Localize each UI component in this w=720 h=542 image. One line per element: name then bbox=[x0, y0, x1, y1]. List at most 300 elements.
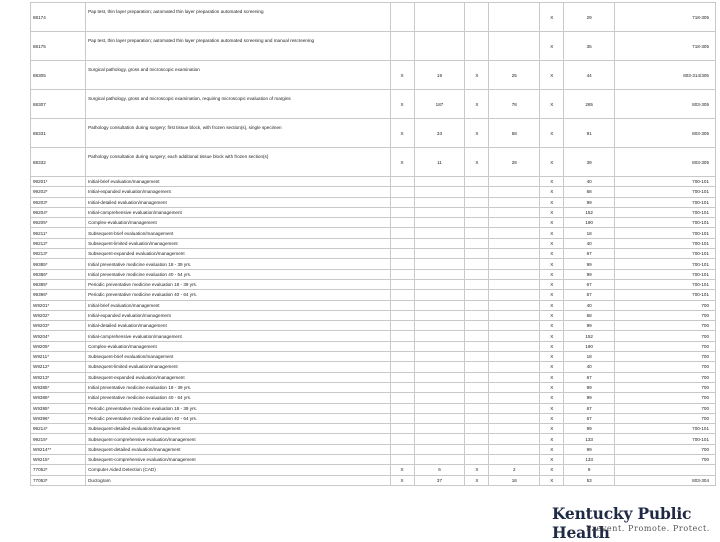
row-value-2 bbox=[489, 207, 540, 217]
row-description-cell: Initial-comprehensive evaluation/management bbox=[86, 207, 391, 217]
row-value-1 bbox=[414, 393, 465, 403]
row-x-mark-1 bbox=[390, 238, 414, 248]
row-x-mark-1 bbox=[390, 372, 414, 382]
row-revenue-code: 700-101 bbox=[615, 177, 716, 187]
row-x-mark-2 bbox=[465, 228, 489, 238]
row-x-mark-1 bbox=[390, 393, 414, 403]
row-x-mark-3: X bbox=[540, 207, 564, 217]
row-x-mark-2 bbox=[465, 279, 489, 289]
row-code-cell: 99385* bbox=[31, 259, 86, 269]
row-x-mark-1 bbox=[390, 228, 414, 238]
row-x-mark-3: X bbox=[540, 279, 564, 289]
row-x-mark-2: X bbox=[465, 465, 489, 475]
row-code-cell: W9215* bbox=[31, 455, 86, 465]
row-x-mark-1 bbox=[390, 455, 414, 465]
row-revenue-code: 700 bbox=[615, 341, 716, 351]
row-description-cell: Initial-brief evaluation/management bbox=[86, 300, 391, 310]
row-description-cell: Initial preventative medicine evaluation 40 - 64 yrs. bbox=[86, 269, 391, 279]
row-value-3: 68 bbox=[564, 187, 615, 197]
row-x-mark-3: X bbox=[540, 300, 564, 310]
row-value-2 bbox=[489, 341, 540, 351]
row-value-3: 40 bbox=[564, 362, 615, 372]
row-x-mark-2: X bbox=[465, 61, 489, 90]
row-value-2 bbox=[489, 3, 540, 32]
row-value-1 bbox=[414, 218, 465, 228]
row-x-mark-1 bbox=[390, 444, 414, 454]
row-value-3: 39 bbox=[564, 148, 615, 177]
table-row bbox=[31, 362, 716, 372]
row-x-mark-2: X bbox=[465, 475, 489, 485]
row-value-2: 28 bbox=[489, 148, 540, 177]
row-description-cell: Subsequent-limited evaluation/management bbox=[86, 238, 391, 248]
row-code-cell: W9395* bbox=[31, 403, 86, 413]
row-value-1 bbox=[414, 3, 465, 32]
row-value-2 bbox=[489, 32, 540, 61]
row-value-3: 35 bbox=[564, 32, 615, 61]
row-revenue-code: 700-101 bbox=[615, 269, 716, 279]
row-value-1 bbox=[414, 321, 465, 331]
billing-code-table bbox=[30, 2, 716, 486]
row-value-2 bbox=[489, 331, 540, 341]
row-value-3: 99 bbox=[564, 197, 615, 207]
table-row bbox=[31, 197, 716, 207]
row-code-cell: W9201* bbox=[31, 300, 86, 310]
row-value-2 bbox=[489, 290, 540, 300]
kentucky-public-health-logo bbox=[546, 498, 718, 542]
row-value-2 bbox=[489, 249, 540, 259]
table-row bbox=[31, 341, 716, 351]
row-revenue-code: 700-101 bbox=[615, 197, 716, 207]
table-row bbox=[31, 279, 716, 289]
row-x-mark-2: X bbox=[465, 119, 489, 148]
row-x-mark-2 bbox=[465, 300, 489, 310]
row-code-cell: 99214* bbox=[31, 424, 86, 434]
row-x-mark-2 bbox=[465, 290, 489, 300]
row-code-cell: 99205* bbox=[31, 218, 86, 228]
row-value-2 bbox=[489, 300, 540, 310]
row-x-mark-2 bbox=[465, 207, 489, 217]
row-value-1 bbox=[414, 352, 465, 362]
row-x-mark-1: X bbox=[390, 475, 414, 485]
row-revenue-code: 700-101 bbox=[615, 424, 716, 434]
row-x-mark-1 bbox=[390, 352, 414, 362]
row-x-mark-3: X bbox=[540, 238, 564, 248]
row-value-2 bbox=[489, 424, 540, 434]
row-x-mark-3: X bbox=[540, 403, 564, 413]
row-code-cell: 99204* bbox=[31, 207, 86, 217]
row-x-mark-3: X bbox=[540, 259, 564, 269]
row-value-1 bbox=[414, 424, 465, 434]
row-value-3: 18 bbox=[564, 352, 615, 362]
row-x-mark-2 bbox=[465, 197, 489, 207]
row-x-mark-3: X bbox=[540, 372, 564, 382]
table-row bbox=[31, 434, 716, 444]
row-revenue-code: 718-305 bbox=[615, 3, 716, 32]
row-x-mark-3: X bbox=[540, 32, 564, 61]
row-x-mark-2 bbox=[465, 187, 489, 197]
row-code-cell: 88307 bbox=[31, 90, 86, 119]
row-value-3: 67 bbox=[564, 279, 615, 289]
row-value-1 bbox=[414, 259, 465, 269]
row-x-mark-1 bbox=[390, 382, 414, 392]
row-revenue-code: 700-101 bbox=[615, 207, 716, 217]
row-value-1 bbox=[414, 187, 465, 197]
table-row bbox=[31, 238, 716, 248]
row-x-mark-2 bbox=[465, 249, 489, 259]
row-x-mark-3: X bbox=[540, 249, 564, 259]
row-value-1: 37 bbox=[414, 475, 465, 485]
row-x-mark-3: X bbox=[540, 434, 564, 444]
row-x-mark-2 bbox=[465, 424, 489, 434]
table-row bbox=[31, 3, 716, 32]
row-revenue-code: 700 bbox=[615, 382, 716, 392]
row-value-2 bbox=[489, 279, 540, 289]
row-code-cell: 88331 bbox=[31, 119, 86, 148]
table-row bbox=[31, 119, 716, 148]
row-x-mark-2 bbox=[465, 413, 489, 423]
row-value-1 bbox=[414, 300, 465, 310]
row-value-3: 152 bbox=[564, 207, 615, 217]
row-value-3: 99 bbox=[564, 259, 615, 269]
row-value-2 bbox=[489, 259, 540, 269]
row-value-2 bbox=[489, 321, 540, 331]
row-revenue-code: 700-101 bbox=[615, 218, 716, 228]
row-revenue-code: 700-101 bbox=[615, 434, 716, 444]
row-value-1 bbox=[414, 403, 465, 413]
row-x-mark-1 bbox=[390, 300, 414, 310]
row-x-mark-1 bbox=[390, 187, 414, 197]
row-x-mark-1 bbox=[390, 331, 414, 341]
row-description-cell: Subsequent-brief evaluation/management bbox=[86, 228, 391, 238]
row-description-cell: Subsequent-comprehensive evaluation/management bbox=[86, 434, 391, 444]
row-description-cell: Initial preventative medicine evaluation 18 - 39 yrs. bbox=[86, 259, 391, 269]
table-row bbox=[31, 310, 716, 320]
row-x-mark-1 bbox=[390, 310, 414, 320]
row-code-cell: 99396* bbox=[31, 290, 86, 300]
row-x-mark-3: X bbox=[540, 290, 564, 300]
table-row bbox=[31, 61, 716, 90]
row-description-cell: Computer Aided Detection (CAD) bbox=[86, 465, 391, 475]
row-x-mark-2 bbox=[465, 455, 489, 465]
row-description-cell: Surgical pathology, gross and microscopic examination, requiring microscopic evaluation of margins bbox=[86, 90, 391, 119]
row-code-cell: 99395* bbox=[31, 279, 86, 289]
row-code-cell: 99201* bbox=[31, 177, 86, 187]
row-revenue-code: 700 bbox=[615, 444, 716, 454]
table-row bbox=[31, 207, 716, 217]
row-description-cell: Subsequent-detailed evaluation/management bbox=[86, 444, 391, 454]
row-code-cell: W9203* bbox=[31, 321, 86, 331]
table-row bbox=[31, 331, 716, 341]
row-description-cell: Subsequent-comprehensive evaluation/management bbox=[86, 455, 391, 465]
row-description-cell: Initial-expanded evaluation/management bbox=[86, 310, 391, 320]
row-description-cell: Initial-comprehensive evaluation/management bbox=[86, 331, 391, 341]
row-revenue-code: 700 bbox=[615, 393, 716, 403]
row-x-mark-3: X bbox=[540, 341, 564, 351]
row-code-cell: 99213* bbox=[31, 249, 86, 259]
row-code-cell: 77052* bbox=[31, 465, 86, 475]
row-revenue-code: 700-101 bbox=[615, 187, 716, 197]
row-revenue-code: 700 bbox=[615, 455, 716, 465]
row-revenue-code: 803-305 bbox=[615, 90, 716, 119]
row-x-mark-2 bbox=[465, 403, 489, 413]
row-description-cell: Pathology consultation during surgery; each additional tissue block with frozen section(s) bbox=[86, 148, 391, 177]
row-description-cell: Subsequent-limited evaluation/management bbox=[86, 362, 391, 372]
row-code-cell: 99212* bbox=[31, 238, 86, 248]
row-revenue-code: 803-314/305 bbox=[615, 61, 716, 90]
row-x-mark-1 bbox=[390, 413, 414, 423]
row-value-1 bbox=[414, 362, 465, 372]
row-code-cell: 77053* bbox=[31, 475, 86, 485]
row-x-mark-3: X bbox=[540, 444, 564, 454]
table-row bbox=[31, 187, 716, 197]
row-value-1 bbox=[414, 290, 465, 300]
row-code-cell: W9204* bbox=[31, 331, 86, 341]
row-value-2 bbox=[489, 187, 540, 197]
row-x-mark-2 bbox=[465, 32, 489, 61]
row-x-mark-2 bbox=[465, 362, 489, 372]
row-code-cell: 99203* bbox=[31, 197, 86, 207]
row-value-3: 99 bbox=[564, 269, 615, 279]
row-value-1 bbox=[414, 372, 465, 382]
row-value-3: 67 bbox=[564, 372, 615, 382]
row-revenue-code: 700-101 bbox=[615, 279, 716, 289]
row-code-cell: 99215* bbox=[31, 434, 86, 444]
row-description-cell: Periodic preventative medicine evaluation 40 - 64 yrs. bbox=[86, 413, 391, 423]
row-revenue-code bbox=[615, 465, 716, 475]
row-x-mark-3: X bbox=[540, 310, 564, 320]
row-value-2 bbox=[489, 393, 540, 403]
row-value-3: 190 bbox=[564, 218, 615, 228]
table-row bbox=[31, 444, 716, 454]
row-description-cell: Periodic preventative medicine evaluation 18 - 39 yrs. bbox=[86, 279, 391, 289]
row-x-mark-3: X bbox=[540, 382, 564, 392]
table-row bbox=[31, 269, 716, 279]
row-value-3: 190 bbox=[564, 341, 615, 351]
logo-tagline: Prevent. Promote. Protect. bbox=[586, 524, 710, 533]
row-x-mark-3: X bbox=[540, 90, 564, 119]
row-value-3: 68 bbox=[564, 310, 615, 320]
table-row bbox=[31, 475, 716, 485]
row-x-mark-1 bbox=[390, 249, 414, 259]
table-row bbox=[31, 403, 716, 413]
row-value-2 bbox=[489, 382, 540, 392]
row-value-3: 67 bbox=[564, 290, 615, 300]
row-value-2 bbox=[489, 218, 540, 228]
row-value-1 bbox=[414, 197, 465, 207]
row-x-mark-2 bbox=[465, 238, 489, 248]
row-description-cell: Initial preventative medicine evaluation 18 - 39 yrs. bbox=[86, 382, 391, 392]
row-value-3: 133 bbox=[564, 434, 615, 444]
row-description-cell: Periodic preventative medicine evaluation 18 - 39 yrs. bbox=[86, 403, 391, 413]
row-revenue-code: 700 bbox=[615, 372, 716, 382]
row-value-3: 99 bbox=[564, 424, 615, 434]
row-x-mark-2 bbox=[465, 269, 489, 279]
row-value-3: 67 bbox=[564, 403, 615, 413]
row-code-cell: W9212* bbox=[31, 362, 86, 372]
row-x-mark-1 bbox=[390, 424, 414, 434]
row-value-3: 99 bbox=[564, 382, 615, 392]
table-row bbox=[31, 300, 716, 310]
row-value-1: 187 bbox=[414, 90, 465, 119]
table-row bbox=[31, 32, 716, 61]
row-x-mark-3: X bbox=[540, 197, 564, 207]
row-value-2 bbox=[489, 413, 540, 423]
row-x-mark-1 bbox=[390, 269, 414, 279]
billing-code-table-page bbox=[30, 2, 716, 486]
row-value-2: 58 bbox=[489, 119, 540, 148]
row-x-mark-1 bbox=[390, 434, 414, 444]
row-x-mark-2 bbox=[465, 331, 489, 341]
row-value-3: 44 bbox=[564, 61, 615, 90]
row-code-cell: 99386* bbox=[31, 269, 86, 279]
row-description-cell: Initial preventative medicine evaluation 40 - 64 yrs. bbox=[86, 393, 391, 403]
row-code-cell: W9205* bbox=[31, 341, 86, 351]
row-value-3: 67 bbox=[564, 249, 615, 259]
row-description-cell: Surgical pathology, gross and microscopic examination bbox=[86, 61, 391, 90]
row-description-cell: Initial-expanded evaluation/management bbox=[86, 187, 391, 197]
table-row bbox=[31, 218, 716, 228]
row-description-cell: Subsequent-brief evaluation/management bbox=[86, 352, 391, 362]
table-row bbox=[31, 290, 716, 300]
row-x-mark-2 bbox=[465, 321, 489, 331]
row-x-mark-3: X bbox=[540, 177, 564, 187]
row-x-mark-3: X bbox=[540, 455, 564, 465]
row-value-2: 16 bbox=[489, 475, 540, 485]
row-value-1 bbox=[414, 249, 465, 259]
row-description-cell: Periodic preventative medicine evaluation 40 - 64 yrs. bbox=[86, 290, 391, 300]
row-value-3: 265 bbox=[564, 90, 615, 119]
row-x-mark-3: X bbox=[540, 269, 564, 279]
row-value-1: 33 bbox=[414, 119, 465, 148]
row-x-mark-1 bbox=[390, 279, 414, 289]
row-value-1 bbox=[414, 444, 465, 454]
table-row bbox=[31, 148, 716, 177]
row-value-2 bbox=[489, 434, 540, 444]
table-row bbox=[31, 413, 716, 423]
row-value-3: 40 bbox=[564, 238, 615, 248]
row-x-mark-3: X bbox=[540, 413, 564, 423]
row-value-3: 18 bbox=[564, 228, 615, 238]
row-x-mark-2 bbox=[465, 444, 489, 454]
row-x-mark-2 bbox=[465, 352, 489, 362]
row-x-mark-3: X bbox=[540, 362, 564, 372]
row-x-mark-2 bbox=[465, 393, 489, 403]
row-value-1: 11 bbox=[414, 148, 465, 177]
row-x-mark-1 bbox=[390, 197, 414, 207]
row-code-cell: 99211* bbox=[31, 228, 86, 238]
row-description-cell: Pap test, thin layer preparation; automated thin layer preparation automated screening bbox=[86, 3, 391, 32]
row-x-mark-3: X bbox=[540, 218, 564, 228]
row-value-2 bbox=[489, 310, 540, 320]
row-revenue-code: 700 bbox=[615, 310, 716, 320]
row-x-mark-2 bbox=[465, 382, 489, 392]
row-code-cell: 99202* bbox=[31, 187, 86, 197]
row-x-mark-3: X bbox=[540, 148, 564, 177]
row-x-mark-2 bbox=[465, 3, 489, 32]
row-value-2 bbox=[489, 228, 540, 238]
row-x-mark-2 bbox=[465, 434, 489, 444]
row-x-mark-1 bbox=[390, 290, 414, 300]
row-x-mark-3: X bbox=[540, 424, 564, 434]
row-revenue-code: 700-101 bbox=[615, 238, 716, 248]
table-row bbox=[31, 455, 716, 465]
row-value-3: 91 bbox=[564, 119, 615, 148]
table-row bbox=[31, 321, 716, 331]
table-row bbox=[31, 228, 716, 238]
row-value-1 bbox=[414, 207, 465, 217]
row-value-2 bbox=[489, 238, 540, 248]
row-value-2 bbox=[489, 444, 540, 454]
row-revenue-code: 700 bbox=[615, 331, 716, 341]
row-x-mark-1 bbox=[390, 177, 414, 187]
row-revenue-code: 700 bbox=[615, 362, 716, 372]
row-x-mark-1 bbox=[390, 362, 414, 372]
row-revenue-code: 803-304 bbox=[615, 475, 716, 485]
row-value-1 bbox=[414, 413, 465, 423]
row-value-1 bbox=[414, 382, 465, 392]
row-revenue-code: 700-101 bbox=[615, 259, 716, 269]
row-code-cell: W9211* bbox=[31, 352, 86, 362]
row-value-2 bbox=[489, 269, 540, 279]
row-description-cell: Subsequent-detailed evaluation/management bbox=[86, 424, 391, 434]
row-value-2 bbox=[489, 455, 540, 465]
table-row bbox=[31, 382, 716, 392]
row-value-2 bbox=[489, 197, 540, 207]
row-x-mark-3: X bbox=[540, 465, 564, 475]
row-revenue-code: 700 bbox=[615, 403, 716, 413]
row-revenue-code: 700 bbox=[615, 413, 716, 423]
row-value-3: 40 bbox=[564, 177, 615, 187]
table-row bbox=[31, 90, 716, 119]
row-description-cell: Complex-evaluation/management bbox=[86, 341, 391, 351]
table-row bbox=[31, 393, 716, 403]
row-x-mark-3: X bbox=[540, 119, 564, 148]
row-value-1 bbox=[414, 238, 465, 248]
row-value-3: 99 bbox=[564, 393, 615, 403]
table-row bbox=[31, 352, 716, 362]
row-description-cell: Initial-detailed evaluation/management bbox=[86, 321, 391, 331]
row-value-1 bbox=[414, 279, 465, 289]
row-value-3: 53 bbox=[564, 475, 615, 485]
row-code-cell: 88175 bbox=[31, 32, 86, 61]
row-x-mark-3: X bbox=[540, 228, 564, 238]
row-revenue-code: 700 bbox=[615, 352, 716, 362]
row-x-mark-2: X bbox=[465, 148, 489, 177]
row-x-mark-1: X bbox=[390, 90, 414, 119]
table-row bbox=[31, 259, 716, 269]
row-x-mark-1 bbox=[390, 403, 414, 413]
row-x-mark-1 bbox=[390, 32, 414, 61]
row-value-1 bbox=[414, 177, 465, 187]
row-code-cell: 88174 bbox=[31, 3, 86, 32]
row-code-cell: 88305 bbox=[31, 61, 86, 90]
row-x-mark-1 bbox=[390, 3, 414, 32]
row-code-cell: W9213* bbox=[31, 372, 86, 382]
row-value-1 bbox=[414, 310, 465, 320]
row-value-2 bbox=[489, 372, 540, 382]
row-value-1 bbox=[414, 228, 465, 238]
row-x-mark-3: X bbox=[540, 321, 564, 331]
logo-name: Kentucky Public Health bbox=[552, 504, 692, 542]
row-value-2: 78 bbox=[489, 90, 540, 119]
row-value-1 bbox=[414, 269, 465, 279]
row-x-mark-3: X bbox=[540, 393, 564, 403]
row-value-1 bbox=[414, 32, 465, 61]
row-revenue-code: 700 bbox=[615, 321, 716, 331]
row-x-mark-2 bbox=[465, 259, 489, 269]
row-value-3: 8 bbox=[564, 465, 615, 475]
row-x-mark-2 bbox=[465, 218, 489, 228]
